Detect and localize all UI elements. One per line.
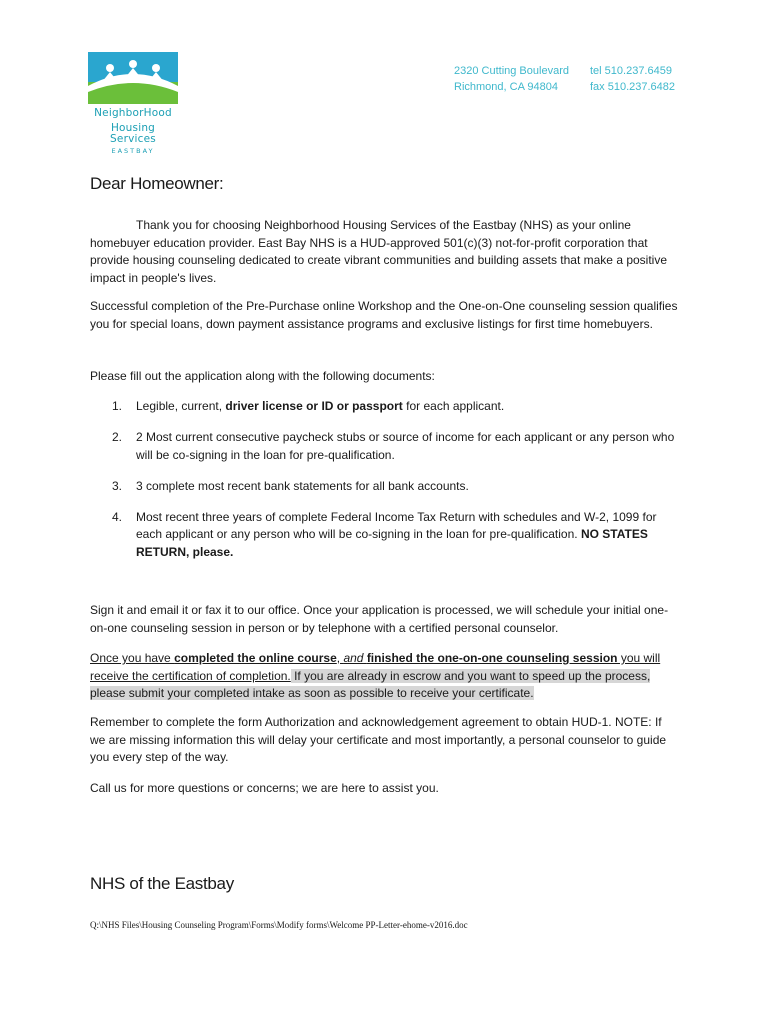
signoff: NHS of the Eastbay: [90, 874, 234, 893]
address-line1: 2320 Cutting Boulevard: [454, 65, 569, 77]
documents-list: [90, 398, 680, 575]
logo-name-line3: EASTBAY: [111, 147, 155, 155]
list-item: 1. Legible, current, driver license or ID or passport for each applicant.: [112, 399, 505, 413]
phone-block: [590, 63, 675, 95]
list-item: 3. 3 complete most recent bank statements for all bank accounts.: [112, 478, 469, 493]
address-line2: Richmond, CA 94804: [454, 81, 558, 93]
highlighted-text: If you are already in escrow and you want to speed up the process, please submit your completed intake as soon as possible to receive your certificate.: [90, 668, 651, 700]
submission-paragraph: Sign it and email it or fax it to our office. Once your application is processed, we will schedule your initial one-on-one counseling session in person or by telephone with a certified personal counselor.: [90, 603, 669, 635]
address-block: [454, 63, 569, 95]
logo-graphic-icon: [88, 52, 178, 104]
tel-number: tel 510.237.6459: [590, 65, 672, 77]
list-item: 4. Most recent three years of complete Federal Income Tax Return with schedules and W-2, 1099 for each applicant or any person who will be co-signing in the loan for pre-qualification. NO STATES RETURN, please.: [112, 509, 657, 559]
file-path: Q:\NHS Files\Housing Counseling Program\Forms\Modify forms\Welcome PP-Letter-ehome-v2016.doc: [90, 920, 468, 930]
intro-paragraph: Thank you for choosing Neighborhood Housing Services of the Eastbay (NHS) as your online homebuyer education provider. East Bay NHS is a HUD-approved 501(c)(3) not-for-profit corporation that provide housing counseling dedicated to create vibrant communities and building assets that make a positive impact in people's lives.: [90, 218, 668, 285]
list-item: 2. 2 Most current consecutive paycheck stubs or source of income for each applicant or any person who will be co-signing in the loan for pre-qualification.: [112, 430, 675, 462]
greeting: Dear Homeowner:: [90, 174, 224, 193]
documents-intro: Please fill out the application along with the following documents:: [90, 369, 435, 383]
logo-name-line2: Housing Services: [110, 122, 156, 145]
nhs-logo: [88, 52, 178, 155]
workshop-paragraph: Successful completion of the Pre-Purchase online Workshop and the One-on-One counseling session qualifies you for special loans, down payment assistance programs and exclusive listings for first time homebuyers.: [90, 299, 678, 331]
logo-name-line1: NeighborHood: [94, 107, 172, 119]
closing-paragraph: Call us for more questions or concerns; we are here to assist you.: [90, 781, 439, 795]
fax-number: fax 510.237.6482: [590, 81, 676, 93]
certification-paragraph: Once you have completed the online course, and finished the one-on-one counseling session you will receive the certification of completion. If you are already in escrow and you want to speed up the process, please submit your completed intake as soon as possible to receive your certificate.: [90, 651, 661, 700]
reminder-paragraph: Remember to complete the form Authorization and acknowledgement agreement to obtain HUD-1. NOTE: If we are missing information this will delay your certificate and most importantly, a personal counselor to guide you every step of the way.: [90, 715, 667, 764]
